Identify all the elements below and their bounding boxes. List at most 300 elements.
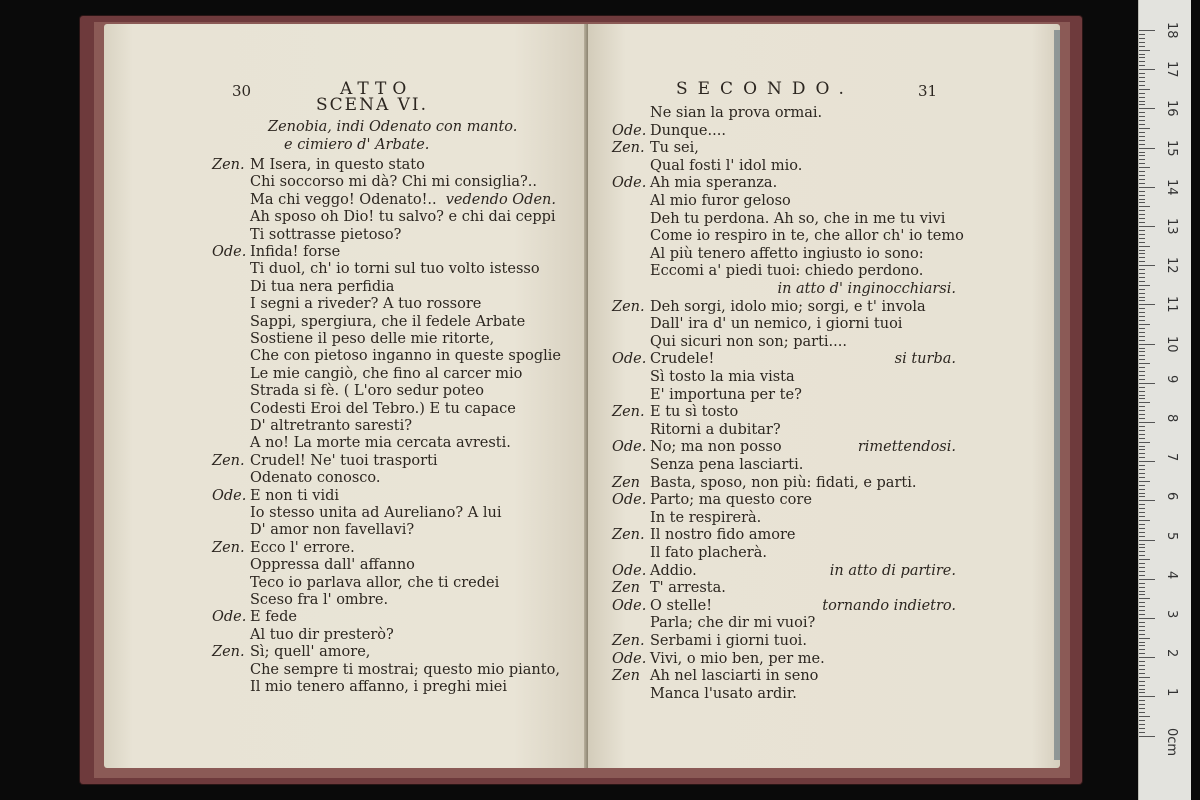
ruler-tick xyxy=(1139,265,1155,266)
ruler-tick xyxy=(1139,657,1155,658)
ruler-minor-tick xyxy=(1139,132,1145,133)
ruler-minor-tick xyxy=(1139,152,1145,153)
ruler-minor-tick xyxy=(1139,563,1145,564)
ruler-minor-tick xyxy=(1139,614,1145,615)
ruler-number: 14 xyxy=(1164,178,1179,196)
ruler-minor-tick xyxy=(1139,101,1145,102)
speaker-label: Zen. xyxy=(212,539,245,556)
measuring-ruler xyxy=(1138,0,1191,800)
ruler-minor-tick xyxy=(1139,379,1145,380)
ruler-tick xyxy=(1139,187,1155,188)
ruler-number: 15 xyxy=(1164,139,1179,157)
ruler-minor-tick xyxy=(1139,653,1145,654)
ruler-minor-tick xyxy=(1139,591,1145,592)
ruler-tick xyxy=(1139,500,1155,501)
verse-line: Deh sorgi, idolo mio; sorgi, e t' invola xyxy=(650,298,926,315)
verse-line: Il nostro fido amore xyxy=(650,527,796,544)
ruler-number: 3 xyxy=(1164,610,1179,619)
stage-direction: vedendo Oden. xyxy=(445,191,556,208)
ruler-minor-tick xyxy=(1139,46,1145,47)
verse-line: Ritorni a dubitar? xyxy=(650,421,781,438)
verse-line: Teco io parlava allor, che ti credei xyxy=(250,574,500,591)
speaker-label: Zen xyxy=(612,474,640,491)
speaker-label: Ode. xyxy=(612,175,647,192)
ruler-minor-tick xyxy=(1139,371,1145,372)
ruler-minor-tick xyxy=(1139,159,1145,160)
ruler-minor-tick xyxy=(1139,508,1145,509)
ruler-minor-tick xyxy=(1139,281,1145,282)
ruler-minor-tick xyxy=(1139,120,1145,121)
ruler-minor-tick xyxy=(1139,532,1145,533)
ruler-minor-tick xyxy=(1139,61,1145,62)
page-number-right: 31 xyxy=(918,82,938,100)
verse-line: A no! La morte mia cercata avresti. xyxy=(250,435,511,452)
verse-line: Le mie cangiò, che fino al carcer mio xyxy=(250,365,523,382)
ruler-minor-tick xyxy=(1139,410,1145,411)
ruler-number: 16 xyxy=(1164,100,1179,117)
ruler-minor-tick xyxy=(1139,575,1145,576)
ruler-minor-tick xyxy=(1139,320,1145,321)
ruler-minor-tick xyxy=(1139,606,1145,607)
ruler-minor-tick xyxy=(1139,712,1145,713)
verse-line: Ah sposo oh Dio! tu salvo? e chi dai ceppi xyxy=(250,209,556,226)
ruler-minor-tick xyxy=(1139,42,1145,43)
ruler-tick xyxy=(1139,148,1155,149)
ruler-minor-tick xyxy=(1139,359,1145,360)
stage-direction: in atto d' inginocchiarsi. xyxy=(777,281,956,297)
ruler-minor-tick xyxy=(1139,328,1145,329)
ruler-tick xyxy=(1139,461,1155,462)
ruler-minor-tick xyxy=(1139,97,1145,98)
ruler-minor-tick xyxy=(1139,692,1145,693)
verse-line: Strada si fè. ( L'oro sedur poteo xyxy=(250,383,484,400)
ruler-number: 9 xyxy=(1164,374,1179,384)
ruler-minor-tick xyxy=(1139,38,1145,39)
ruler-number: 8 xyxy=(1164,414,1179,423)
verse-line: Il fato placherà. xyxy=(650,545,767,561)
speaker-label: Zen. xyxy=(612,298,645,315)
ruler-minor-tick xyxy=(1139,700,1145,701)
ruler-minor-tick xyxy=(1139,136,1145,137)
right-page xyxy=(588,24,1060,768)
page-number-left: 30 xyxy=(232,82,252,100)
ruler-minor-tick xyxy=(1139,728,1145,729)
ruler-minor-tick xyxy=(1139,179,1145,180)
ruler-minor-tick xyxy=(1139,457,1145,458)
ruler-minor-tick xyxy=(1139,551,1145,552)
speaker-label: Zen. xyxy=(212,157,245,173)
scene-title: SCENA VI. xyxy=(316,95,429,115)
ruler-minor-tick xyxy=(1139,269,1145,270)
ruler-minor-tick xyxy=(1139,351,1145,352)
ruler-minor-tick xyxy=(1139,242,1145,243)
ruler-minor-tick xyxy=(1139,387,1145,388)
speaker-label: Ode. xyxy=(612,597,647,614)
ruler-minor-tick xyxy=(1139,473,1145,474)
ruler-tick xyxy=(1139,540,1155,541)
ruler-number: 12 xyxy=(1164,257,1179,274)
ruler-minor-tick xyxy=(1139,716,1150,717)
verse-line: Sceso fra l' ombre. xyxy=(250,592,389,608)
ruler-minor-tick xyxy=(1139,128,1150,129)
ruler-minor-tick xyxy=(1139,50,1150,51)
ruler-minor-tick xyxy=(1139,85,1145,86)
ruler-minor-tick xyxy=(1139,206,1150,207)
ruler-minor-tick xyxy=(1139,414,1145,415)
ruler-minor-tick xyxy=(1139,199,1145,200)
ruler-number: 1 xyxy=(1164,688,1179,697)
ruler-minor-tick xyxy=(1139,453,1145,454)
verse-line: Al tuo dir presterò? xyxy=(250,626,394,643)
ruler-minor-tick xyxy=(1139,720,1145,721)
verse-line: Chi soccorso mi dà? Chi mi consiglia?.. xyxy=(250,174,537,191)
ruler-minor-tick xyxy=(1139,54,1145,55)
ruler-minor-tick xyxy=(1139,469,1145,470)
left-page xyxy=(104,24,586,768)
verse-line: Sì tosto la mia vista xyxy=(650,369,795,385)
speaker-label: Zen. xyxy=(612,404,645,421)
ruler-minor-tick xyxy=(1139,253,1145,254)
ruler-minor-tick xyxy=(1139,598,1150,599)
ruler-minor-tick xyxy=(1139,395,1145,396)
speaker-label: Zen. xyxy=(212,452,245,469)
ruler-minor-tick xyxy=(1139,398,1145,399)
ruler-minor-tick xyxy=(1139,214,1145,215)
ruler-tick xyxy=(1139,383,1155,384)
verse-line: Vivi, o mio ben, per me. xyxy=(650,650,825,667)
ruler-minor-tick xyxy=(1139,285,1150,286)
ruler-minor-tick xyxy=(1139,112,1145,113)
ruler-minor-tick xyxy=(1139,665,1145,666)
ruler-minor-tick xyxy=(1139,155,1145,156)
ruler-minor-tick xyxy=(1139,481,1150,482)
ruler-minor-tick xyxy=(1139,297,1145,298)
ruler-minor-tick xyxy=(1139,434,1145,435)
ruler-minor-tick xyxy=(1139,536,1145,537)
ruler-minor-tick xyxy=(1139,261,1145,262)
verse-line: E' importuna per te? xyxy=(650,386,802,403)
verse-line: Ecco l' errore. xyxy=(250,539,355,556)
ruler-number: 17 xyxy=(1164,61,1179,78)
ruler-number: 13 xyxy=(1164,218,1179,235)
speaker-label: Ode. xyxy=(612,650,647,667)
ruler-minor-tick xyxy=(1139,300,1145,301)
verse-line: Odenato conosco. xyxy=(250,470,381,487)
ruler-minor-tick xyxy=(1139,202,1145,203)
ruler-minor-tick xyxy=(1139,73,1145,74)
ruler-minor-tick xyxy=(1139,524,1145,525)
speaker-label: Zen. xyxy=(212,644,245,661)
ruler-minor-tick xyxy=(1139,602,1145,603)
ruler-minor-tick xyxy=(1139,250,1145,251)
page-header-left: ATTO xyxy=(340,79,413,99)
speaker-label: Zen xyxy=(612,668,640,685)
ruler-minor-tick xyxy=(1139,732,1145,733)
ruler-minor-tick xyxy=(1139,218,1145,219)
stage-direction: tornando indietro. xyxy=(822,597,956,614)
ruler-minor-tick xyxy=(1139,677,1150,678)
ruler-number: 7 xyxy=(1164,453,1179,462)
speaker-label: Ode. xyxy=(212,487,247,504)
ruler-minor-tick xyxy=(1139,638,1150,639)
ruler-minor-tick xyxy=(1139,332,1145,333)
ruler-minor-tick xyxy=(1139,77,1145,78)
ruler-minor-tick xyxy=(1139,594,1145,595)
ruler-minor-tick xyxy=(1139,363,1150,364)
ruler-minor-tick xyxy=(1139,195,1145,196)
ruler-minor-tick xyxy=(1139,630,1145,631)
verse-line: Ma chi veggo! Odenato!.. xyxy=(250,191,437,208)
ruler-minor-tick xyxy=(1139,704,1145,705)
ruler-number: 2 xyxy=(1164,649,1179,658)
verse-line: Crudele! xyxy=(650,351,715,368)
ruler-minor-tick xyxy=(1139,504,1145,505)
verse-line: Infida! forse xyxy=(250,244,341,260)
ruler-minor-tick xyxy=(1139,277,1145,278)
ruler-minor-tick xyxy=(1139,234,1145,235)
verse-line: Qual fosti l' idol mio. xyxy=(650,157,803,174)
verse-line: Eccomi a' piedi tuoi: chiedo perdono. xyxy=(650,263,924,280)
ruler-minor-tick xyxy=(1139,89,1150,90)
verse-line: I segni a riveder? A tuo rossore xyxy=(250,296,482,313)
ruler-tick xyxy=(1139,108,1155,109)
verse-line: Ti duol, ch' io torni sul tuo volto istesso xyxy=(250,261,540,278)
verse-line: Io stesso unita ad Aureliano? A lui xyxy=(250,505,502,521)
ruler-minor-tick xyxy=(1139,222,1145,223)
verse-line: Qui sicuri non son; parti.... xyxy=(650,333,847,350)
stage-direction-1: Zenobia, indi Odenato con manto. xyxy=(268,119,518,135)
verse-line: Che con pietoso inganno in queste spoglie xyxy=(250,348,562,365)
stage-direction-2: e cimiero d' Arbate. xyxy=(284,137,430,153)
verse-line: Basta, sposo, non più: fidati, e parti. xyxy=(650,474,917,491)
ruler-minor-tick xyxy=(1139,289,1145,290)
ruler-minor-tick xyxy=(1139,230,1145,231)
verse-line: Il mio tenero affanno, i preghi miei xyxy=(250,679,508,695)
page-edge xyxy=(1054,30,1060,760)
ruler-minor-tick xyxy=(1139,324,1150,325)
ruler-minor-tick xyxy=(1139,183,1145,184)
ruler-minor-tick xyxy=(1139,406,1145,407)
stage-direction: rimettendosi. xyxy=(857,439,956,456)
verse-line: Dunque.... xyxy=(650,122,726,139)
ruler-number: 5 xyxy=(1164,531,1179,540)
ruler-minor-tick xyxy=(1139,65,1145,66)
ruler-minor-tick xyxy=(1139,649,1145,650)
ruler-number: 4 xyxy=(1164,570,1179,580)
verse-line: Oppressa dall' affanno xyxy=(250,557,415,574)
verse-line: Deh tu perdona. Ah so, che in me tu vivi xyxy=(650,210,946,227)
ruler-minor-tick xyxy=(1139,634,1145,635)
page-header-right: SECONDO. xyxy=(676,79,854,99)
ruler-minor-tick xyxy=(1139,124,1145,125)
ruler-minor-tick xyxy=(1139,442,1150,443)
verse-line: T' arresta. xyxy=(650,580,726,597)
ruler-minor-tick xyxy=(1139,81,1145,82)
ruler-minor-tick xyxy=(1139,571,1145,572)
ruler-minor-tick xyxy=(1139,57,1145,58)
ruler-minor-tick xyxy=(1139,626,1145,627)
verse-line: Come io respiro in te, che allor ch' io temo xyxy=(650,228,964,245)
ruler-minor-tick xyxy=(1139,642,1145,643)
ruler-minor-tick xyxy=(1139,512,1145,513)
speaker-label: Ode. xyxy=(612,562,647,579)
ruler-minor-tick xyxy=(1139,144,1145,145)
ruler-minor-tick xyxy=(1139,336,1145,337)
ruler-minor-tick xyxy=(1139,465,1145,466)
verse-line: Di tua nera perfidia xyxy=(250,278,395,295)
ruler-minor-tick xyxy=(1139,685,1145,686)
verse-line: M Isera, in questo stato xyxy=(250,157,425,173)
ruler-minor-tick xyxy=(1139,708,1145,709)
ruler-tick xyxy=(1139,736,1155,737)
ruler-tick xyxy=(1139,30,1155,31)
ruler-minor-tick xyxy=(1139,191,1145,192)
ruler-minor-tick xyxy=(1139,689,1145,690)
speaker-label: Ode. xyxy=(612,351,647,368)
ruler-minor-tick xyxy=(1139,293,1145,294)
speaker-label: Ode. xyxy=(612,122,647,139)
ruler-minor-tick xyxy=(1139,348,1145,349)
verse-line: E tu sì tosto xyxy=(650,404,739,421)
ruler-minor-tick xyxy=(1139,34,1145,35)
ruler-minor-tick xyxy=(1139,496,1145,497)
ruler-number: 11 xyxy=(1164,296,1179,313)
verse-line: Sostiene il peso delle mie ritorte, xyxy=(250,331,495,347)
ruler-minor-tick xyxy=(1139,583,1145,584)
verse-line: Sì; quell' amore, xyxy=(250,644,371,661)
ruler-tick xyxy=(1139,696,1155,697)
ruler-minor-tick xyxy=(1139,210,1145,211)
speaker-label: Ode. xyxy=(212,609,247,626)
ruler-minor-tick xyxy=(1139,391,1145,392)
verse-line: Tu sei, xyxy=(650,140,699,157)
ruler-minor-tick xyxy=(1139,316,1145,317)
ruler-minor-tick xyxy=(1139,238,1145,239)
ruler-number: 6 xyxy=(1164,492,1179,501)
ruler-minor-tick xyxy=(1139,340,1145,341)
ruler-minor-tick xyxy=(1139,485,1145,486)
verse-line: Parto; ma questo core xyxy=(650,492,812,509)
verse-line: Ne sian la prova ormai. xyxy=(650,105,823,121)
ruler-minor-tick xyxy=(1139,426,1145,427)
speaker-label: Ode. xyxy=(612,439,647,456)
ruler-minor-tick xyxy=(1139,610,1145,611)
verse-line: Addio. xyxy=(650,562,697,579)
ruler-minor-tick xyxy=(1139,171,1145,172)
ruler-minor-tick xyxy=(1139,477,1145,478)
ruler-minor-tick xyxy=(1139,724,1145,725)
speaker-label: Ode. xyxy=(212,244,247,260)
ruler-minor-tick xyxy=(1139,246,1150,247)
ruler-minor-tick xyxy=(1139,93,1145,94)
ruler-number: 10 xyxy=(1164,335,1179,353)
verse-line: O stelle! xyxy=(650,597,713,614)
ruler-minor-tick xyxy=(1139,528,1145,529)
ruler-number: 18 xyxy=(1164,22,1179,39)
ruler-minor-tick xyxy=(1139,622,1145,623)
ruler-minor-tick xyxy=(1139,661,1145,662)
speaker-label: Zen xyxy=(612,580,640,597)
ruler-tick xyxy=(1139,69,1155,70)
ruler-minor-tick xyxy=(1139,367,1145,368)
ruler-minor-tick xyxy=(1139,559,1150,560)
verse-line: Dall' ira d' un nemico, i giorni tuoi xyxy=(650,316,903,333)
ruler-minor-tick xyxy=(1139,555,1145,556)
ruler-minor-tick xyxy=(1139,375,1145,376)
ruler-minor-tick xyxy=(1139,438,1145,439)
ruler-minor-tick xyxy=(1139,167,1150,168)
ruler-number: 0cm xyxy=(1164,727,1179,756)
ruler-minor-tick xyxy=(1139,273,1145,274)
ruler-minor-tick xyxy=(1139,175,1145,176)
ruler-minor-tick xyxy=(1139,355,1145,356)
ruler-minor-tick xyxy=(1139,673,1145,674)
ruler-minor-tick xyxy=(1139,402,1150,403)
ruler-tick xyxy=(1139,304,1155,305)
verse-line: No; ma non posso xyxy=(650,439,782,456)
ruler-minor-tick xyxy=(1139,489,1145,490)
ruler-tick xyxy=(1139,226,1155,227)
speaker-label: Zen. xyxy=(612,140,645,157)
ruler-minor-tick xyxy=(1139,669,1145,670)
ruler-minor-tick xyxy=(1139,645,1145,646)
ruler-minor-tick xyxy=(1139,418,1145,419)
verse-line: Crudel! Ne' tuoi trasporti xyxy=(250,452,438,469)
ruler-minor-tick xyxy=(1139,116,1145,117)
ruler-minor-tick xyxy=(1139,544,1145,545)
ruler-minor-tick xyxy=(1139,520,1150,521)
verse-line: Manca l'usato ardir. xyxy=(650,685,797,702)
ruler-minor-tick xyxy=(1139,140,1145,141)
verse-line: Codesti Eroi del Tebro.) E tu capace xyxy=(250,400,516,417)
verse-line: D' altretranto saresti? xyxy=(250,418,413,434)
verse-line: In te respirerà. xyxy=(650,509,762,526)
ruler-minor-tick xyxy=(1139,567,1145,568)
stage-direction: si turba. xyxy=(894,351,956,368)
verse-line: Al più tenero affetto ingiusto io sono: xyxy=(650,245,924,262)
ruler-minor-tick xyxy=(1139,312,1145,313)
verse-line: Ah mia speranza. xyxy=(650,175,778,192)
ruler-minor-tick xyxy=(1139,308,1145,309)
ruler-tick xyxy=(1139,579,1155,580)
ruler-minor-tick xyxy=(1139,493,1145,494)
ruler-minor-tick xyxy=(1139,257,1145,258)
verse-line: Senza pena lasciarti. xyxy=(650,457,804,473)
verse-line: Che sempre ti mostrai; questo mio pianto, xyxy=(250,661,560,678)
ruler-minor-tick xyxy=(1139,446,1145,447)
verse-line: Parla; che dir mi vuoi? xyxy=(650,615,816,632)
speaker-label: Zen. xyxy=(612,633,645,649)
verse-line: E non ti vidi xyxy=(250,487,340,504)
ruler-minor-tick xyxy=(1139,449,1145,450)
verse-line: Ah nel lasciarti in seno xyxy=(650,668,819,685)
ruler-tick xyxy=(1139,422,1155,423)
ruler-minor-tick xyxy=(1139,547,1145,548)
ruler-tick xyxy=(1139,344,1155,345)
stage-direction: in atto di partire. xyxy=(829,562,956,579)
verse-line: Al mio furor geloso xyxy=(650,193,791,209)
verse-line: E fede xyxy=(250,609,298,626)
verse-line: Sappi, spergiura, che il fedele Arbate xyxy=(250,313,526,330)
verse-line: D' amor non favellavi? xyxy=(250,522,415,539)
ruler-minor-tick xyxy=(1139,104,1145,105)
ruler-tick xyxy=(1139,618,1155,619)
ruler-minor-tick xyxy=(1139,516,1145,517)
ruler-minor-tick xyxy=(1139,587,1145,588)
verse-line: Serbami i giorni tuoi. xyxy=(650,633,807,649)
speaker-label: Zen. xyxy=(612,527,645,544)
verse-line: Ti sottrasse pietoso? xyxy=(250,226,402,243)
